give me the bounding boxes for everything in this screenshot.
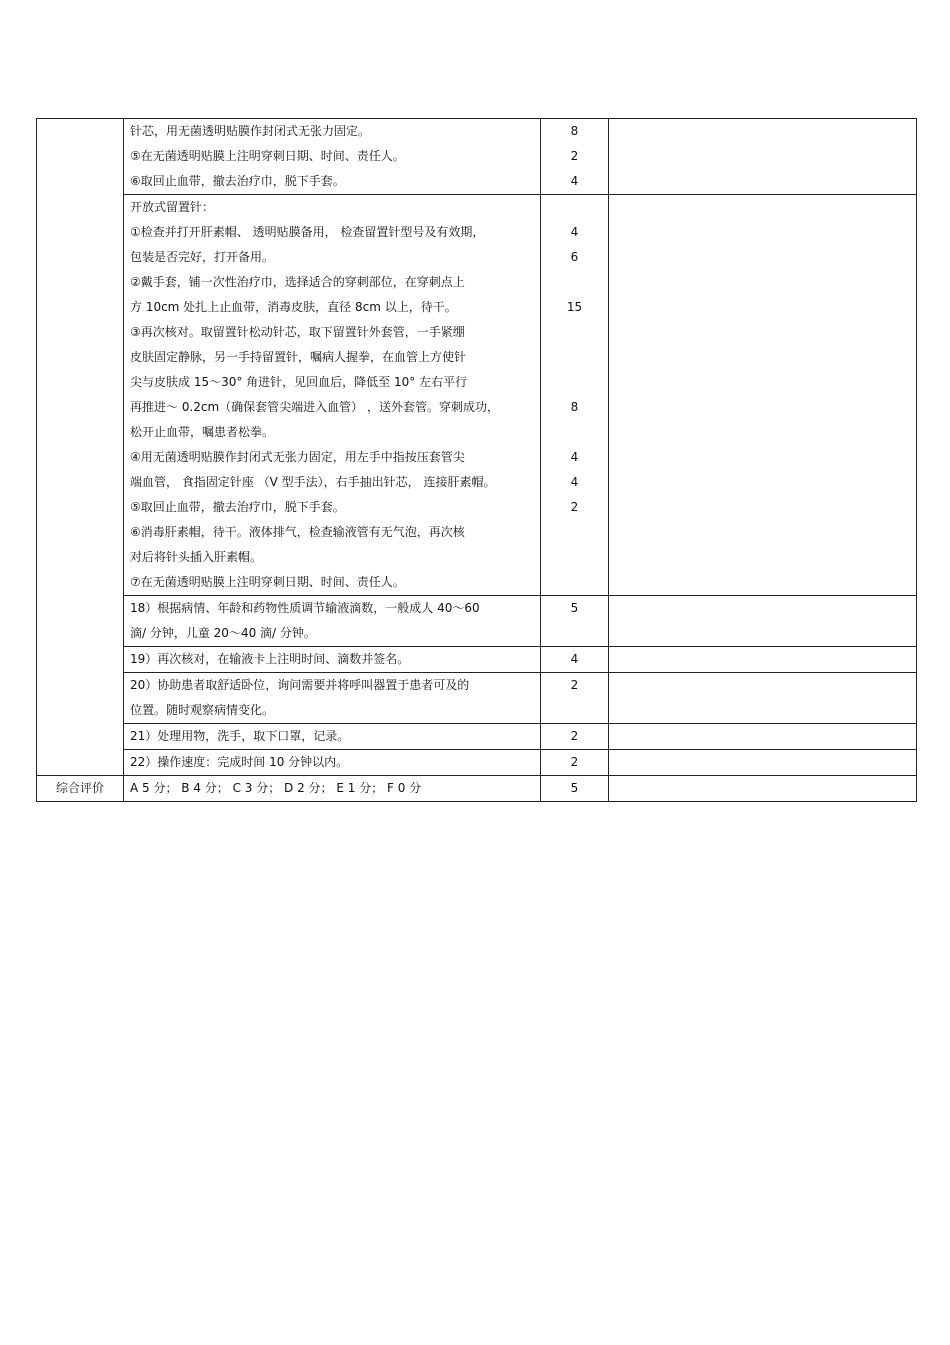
score-value [541, 570, 608, 595]
score-cell [541, 673, 609, 724]
procedure-line: ④用无菌透明贴膜作封闭式无张力固定，用左手中指按压套管尖 [130, 450, 465, 464]
procedure-line: 开放式留置针： [130, 200, 215, 214]
score-value: 5 [570, 601, 579, 615]
procedure-cell [124, 724, 541, 750]
procedure-line: ⑦在无菌透明贴膜上注明穿刺日期、时间、责任人。 [130, 575, 405, 589]
score-value [541, 621, 608, 646]
score-value: 4 [570, 225, 579, 239]
score-cell [541, 119, 609, 195]
score-value [541, 320, 608, 345]
table-row [37, 195, 917, 596]
deduction-cell [609, 776, 917, 802]
deduction-cell [609, 647, 917, 673]
summary-text-cell [124, 776, 541, 802]
deduction-cell [609, 596, 917, 647]
procedure-line: 包装是否完好，打开备用。 [130, 250, 275, 264]
procedure-line: 22）操作速度：完成时间 10 分钟以内。 [130, 755, 349, 769]
summary-label [37, 776, 124, 802]
scoring-table [36, 118, 917, 802]
procedure-line: 方 10cm 处扎上止血带，消毒皮肤，直径 8cm 以上，待干。 [130, 300, 457, 314]
procedure-line: 尖与皮肤成 15～30° 角进针，见回血后，降低至 10° 左右平行 [130, 375, 468, 389]
score-cell [541, 750, 609, 776]
procedure-line: 针芯，用无菌透明贴膜作封闭式无张力固定。 [130, 124, 371, 138]
score-value [541, 195, 608, 220]
score-value [541, 345, 608, 370]
procedure-line: 松开止血带，嘱患者松拳。 [130, 425, 275, 439]
score-value [541, 698, 608, 723]
score-value: 4 [570, 475, 579, 489]
procedure-line: 皮肤固定静脉，另一手持留置针，嘱病人握拳，在血管上方使针 [130, 350, 467, 364]
score-value: 2 [570, 678, 579, 692]
procedure-cell [124, 673, 541, 724]
score-value: 6 [570, 250, 579, 264]
score-value: 4 [570, 174, 579, 188]
procedure-line: 21）处理用物，洗手，取下口罩，记录。 [130, 729, 350, 743]
score-value: 2 [570, 729, 579, 743]
score-value [541, 545, 608, 570]
score-value [541, 270, 608, 295]
table-row [37, 673, 917, 724]
procedure-line: 滴/ 分钟，儿童 20～40 滴/ 分钟。 [130, 626, 316, 640]
procedure-line: ①检查并打开肝素帽、 透明贴膜备用， 检查留置针型号及有效期， [130, 225, 485, 239]
summary-grading-text: A 5 分； B 4 分； C 3 分； D 2 分； E 1 分； F 0 分 [130, 781, 422, 795]
procedure-line: 18）根据病情、年龄和药物性质调节输液滴数，一般成人 40～60 [130, 601, 480, 615]
score-cell [541, 724, 609, 750]
score-value: 15 [566, 300, 583, 314]
procedure-line: 对后将针头插入肝素帽。 [130, 550, 263, 564]
summary-label-text: 综合评价 [55, 781, 104, 795]
procedure-line: ⑥取回止血带，撤去治疗巾，脱下手套。 [130, 174, 345, 188]
table-row [37, 596, 917, 647]
procedure-line: 19）再次核对，在输液卡上注明时间、滴数并签名。 [130, 652, 410, 666]
score-value: 8 [570, 400, 579, 414]
summary-row [37, 776, 917, 802]
summary-score-cell [541, 776, 609, 802]
procedure-cell [124, 647, 541, 673]
table-row [37, 647, 917, 673]
procedure-line: 位置。随时观察病情变化。 [130, 703, 275, 717]
procedure-cell [124, 119, 541, 195]
summary-score: 5 [570, 781, 579, 795]
procedure-cell [124, 750, 541, 776]
score-cell [541, 596, 609, 647]
score-value: 4 [570, 652, 579, 666]
table-row [37, 724, 917, 750]
procedure-line: ⑤在无菌透明贴膜上注明穿刺日期、时间、责任人。 [130, 149, 405, 163]
score-value: 2 [570, 149, 579, 163]
score-value: 2 [570, 500, 579, 514]
score-value: 8 [570, 124, 579, 138]
score-cell [541, 195, 609, 596]
procedure-line: ②戴手套，铺一次性治疗巾，选择适合的穿刺部位，在穿刺点上 [130, 275, 465, 289]
deduction-cell [609, 673, 917, 724]
procedure-line: 再推进～ 0.2cm（确保套管尖端进入血管） ，送外套管。穿刺成功， [130, 400, 500, 414]
procedure-line: 20）协助患者取舒适卧位，询问需要并将呼叫器置于患者可及的 [130, 678, 470, 692]
deduction-cell [609, 750, 917, 776]
score-value: 2 [570, 755, 579, 769]
deduction-cell [609, 724, 917, 750]
procedure-line: ⑤取回止血带，撤去治疗巾，脱下手套。 [130, 500, 345, 514]
table-row [37, 119, 917, 195]
procedure-line: ③再次核对。取留置针松动针芯，取下留置针外套管，一手紧绷 [130, 325, 465, 339]
score-value: 4 [570, 450, 579, 464]
score-value [541, 420, 608, 445]
procedure-line: 端血管， 食指固定针座 （V 型手法），右手抽出针芯， 连接肝素帽。 [130, 475, 496, 489]
procedure-line: ⑥消毒肝素帽，待干。液体排气，检查输液管有无气泡，再次核 [130, 525, 465, 539]
deduction-cell [609, 195, 917, 596]
procedure-cell [124, 195, 541, 596]
deduction-cell [609, 119, 917, 195]
procedure-cell [124, 596, 541, 647]
score-value [541, 370, 608, 395]
score-value [541, 520, 608, 545]
category-cell [37, 119, 124, 776]
score-cell [541, 647, 609, 673]
table-row [37, 750, 917, 776]
